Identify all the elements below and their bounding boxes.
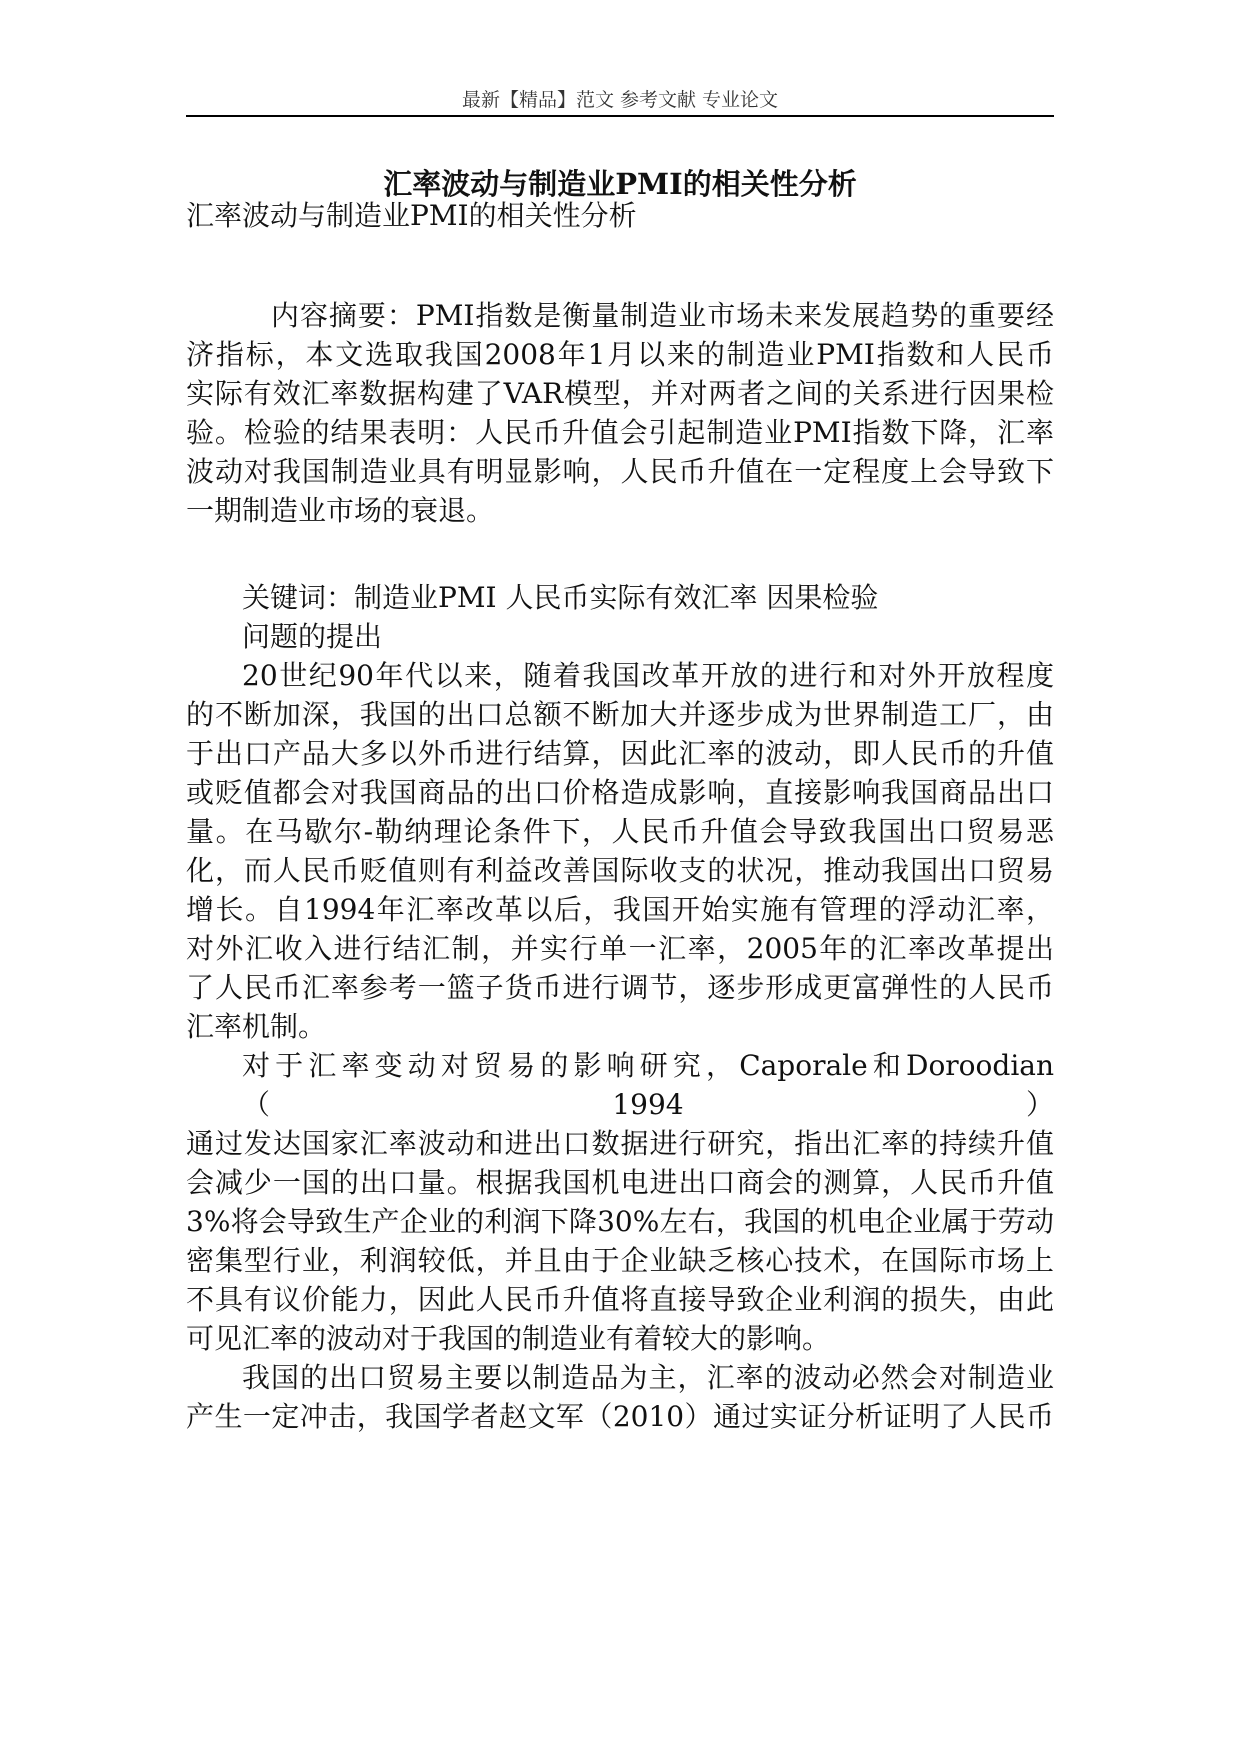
abstract-line: 一期制造业市场的衰退。 bbox=[186, 494, 495, 527]
paragraph-line: 了人民币汇率参考一篮子货币进行调节，逐步形成更富弹性的人民币 bbox=[186, 971, 1054, 1004]
paragraph-line: 密集型行业，利润较低，并且由于企业缺乏核心技术，在国际市场上 bbox=[186, 1244, 1054, 1277]
paragraph-line: 于出口产品大多以外币进行结算，因此汇率的波动，即人民币的升值 bbox=[186, 737, 1054, 770]
paragraph-line: 不具有议价能力，因此人民币升值将直接导致企业利润的损失，由此 bbox=[186, 1283, 1054, 1316]
paragraph-line: 汇率机制。 bbox=[186, 1010, 327, 1043]
paragraph-line: 会减少一国的出口量。根据我国机电进出口商会的测算，人民币升值 bbox=[186, 1166, 1054, 1199]
document-title: 汇率波动与制造业PMI的相关性分析 bbox=[383, 167, 857, 201]
page-header: 最新【精品】范文 参考文献 专业论文 bbox=[461, 89, 779, 111]
paragraph-line: 化，而人民币贬值则有利益改善国际收支的状况，推动我国出口贸易 bbox=[186, 854, 1054, 887]
abstract-line: 实际有效汇率数据构建了VAR模型，并对两者之间的关系进行因果检 bbox=[186, 377, 1054, 410]
paragraph-line: 对外汇收入进行结汇制，并实行单一汇率，2005年的汇率改革提出 bbox=[186, 932, 1054, 965]
paragraph-line: 或贬值都会对我国商品的出口价格造成影响，直接影响我国商品出口 bbox=[186, 776, 1054, 809]
paragraph-2 bbox=[186, 1046, 1054, 1358]
paragraph-line: 产生一定冲击，我国学者赵文军（2010）通过实证分析证明了人民币 bbox=[186, 1400, 1054, 1433]
paragraph-line: 的不断加深，我国的出口总额不断加大并逐步成为世界制造工厂，由 bbox=[186, 698, 1054, 731]
abstract-line: 内容摘要：PMI指数是衡量制造业市场未来发展趋势的重要经 bbox=[242, 299, 1054, 332]
paragraph-3 bbox=[186, 1358, 1054, 1436]
paragraph-line: 增长。自1994年汇率改革以后，我国开始实施有管理的浮动汇率， bbox=[186, 893, 1054, 926]
paragraph-line: 对于汇率变动对贸易的影响研究，Caporale和Doroodian（1994） bbox=[242, 1049, 1054, 1121]
abstract-line: 验。检验的结果表明：人民币升值会引起制造业PMI指数下降，汇率 bbox=[186, 416, 1054, 449]
header-rule bbox=[186, 115, 1054, 117]
abstract-line: 济指标，本文选取我国2008年1月以来的制造业PMI指数和人民币 bbox=[186, 338, 1054, 371]
paragraph-line: 通过发达国家汇率波动和进出口数据进行研究，指出汇率的持续升值 bbox=[186, 1127, 1054, 1160]
keywords: 关键词：制造业PMI 人民币实际有效汇率 因果检验 bbox=[242, 581, 879, 614]
document-body bbox=[186, 196, 1054, 1436]
paragraph-line: 3%将会导致生产企业的利润下降30%左右，我国的机电企业属于劳动 bbox=[186, 1205, 1054, 1238]
subtitle: 汇率波动与制造业PMI的相关性分析 bbox=[186, 199, 637, 232]
paragraph-line: 20世纪90年代以来，随着我国改革开放的进行和对外开放程度 bbox=[242, 659, 1054, 692]
section-heading: 问题的提出 bbox=[242, 620, 383, 653]
abstract-line: 波动对我国制造业具有明显影响，人民币升值在一定程度上会导致下 bbox=[186, 455, 1054, 488]
paragraph-line: 量。在马歇尔-勒纳理论条件下，人民币升值会导致我国出口贸易恶 bbox=[186, 815, 1054, 848]
paragraph-line: 可见汇率的波动对于我国的制造业有着较大的影响。 bbox=[186, 1322, 831, 1355]
paragraph-1 bbox=[186, 656, 1054, 1046]
abstract bbox=[186, 296, 1054, 530]
paragraph-line: 我国的出口贸易主要以制造品为主，汇率的波动必然会对制造业 bbox=[242, 1361, 1054, 1394]
